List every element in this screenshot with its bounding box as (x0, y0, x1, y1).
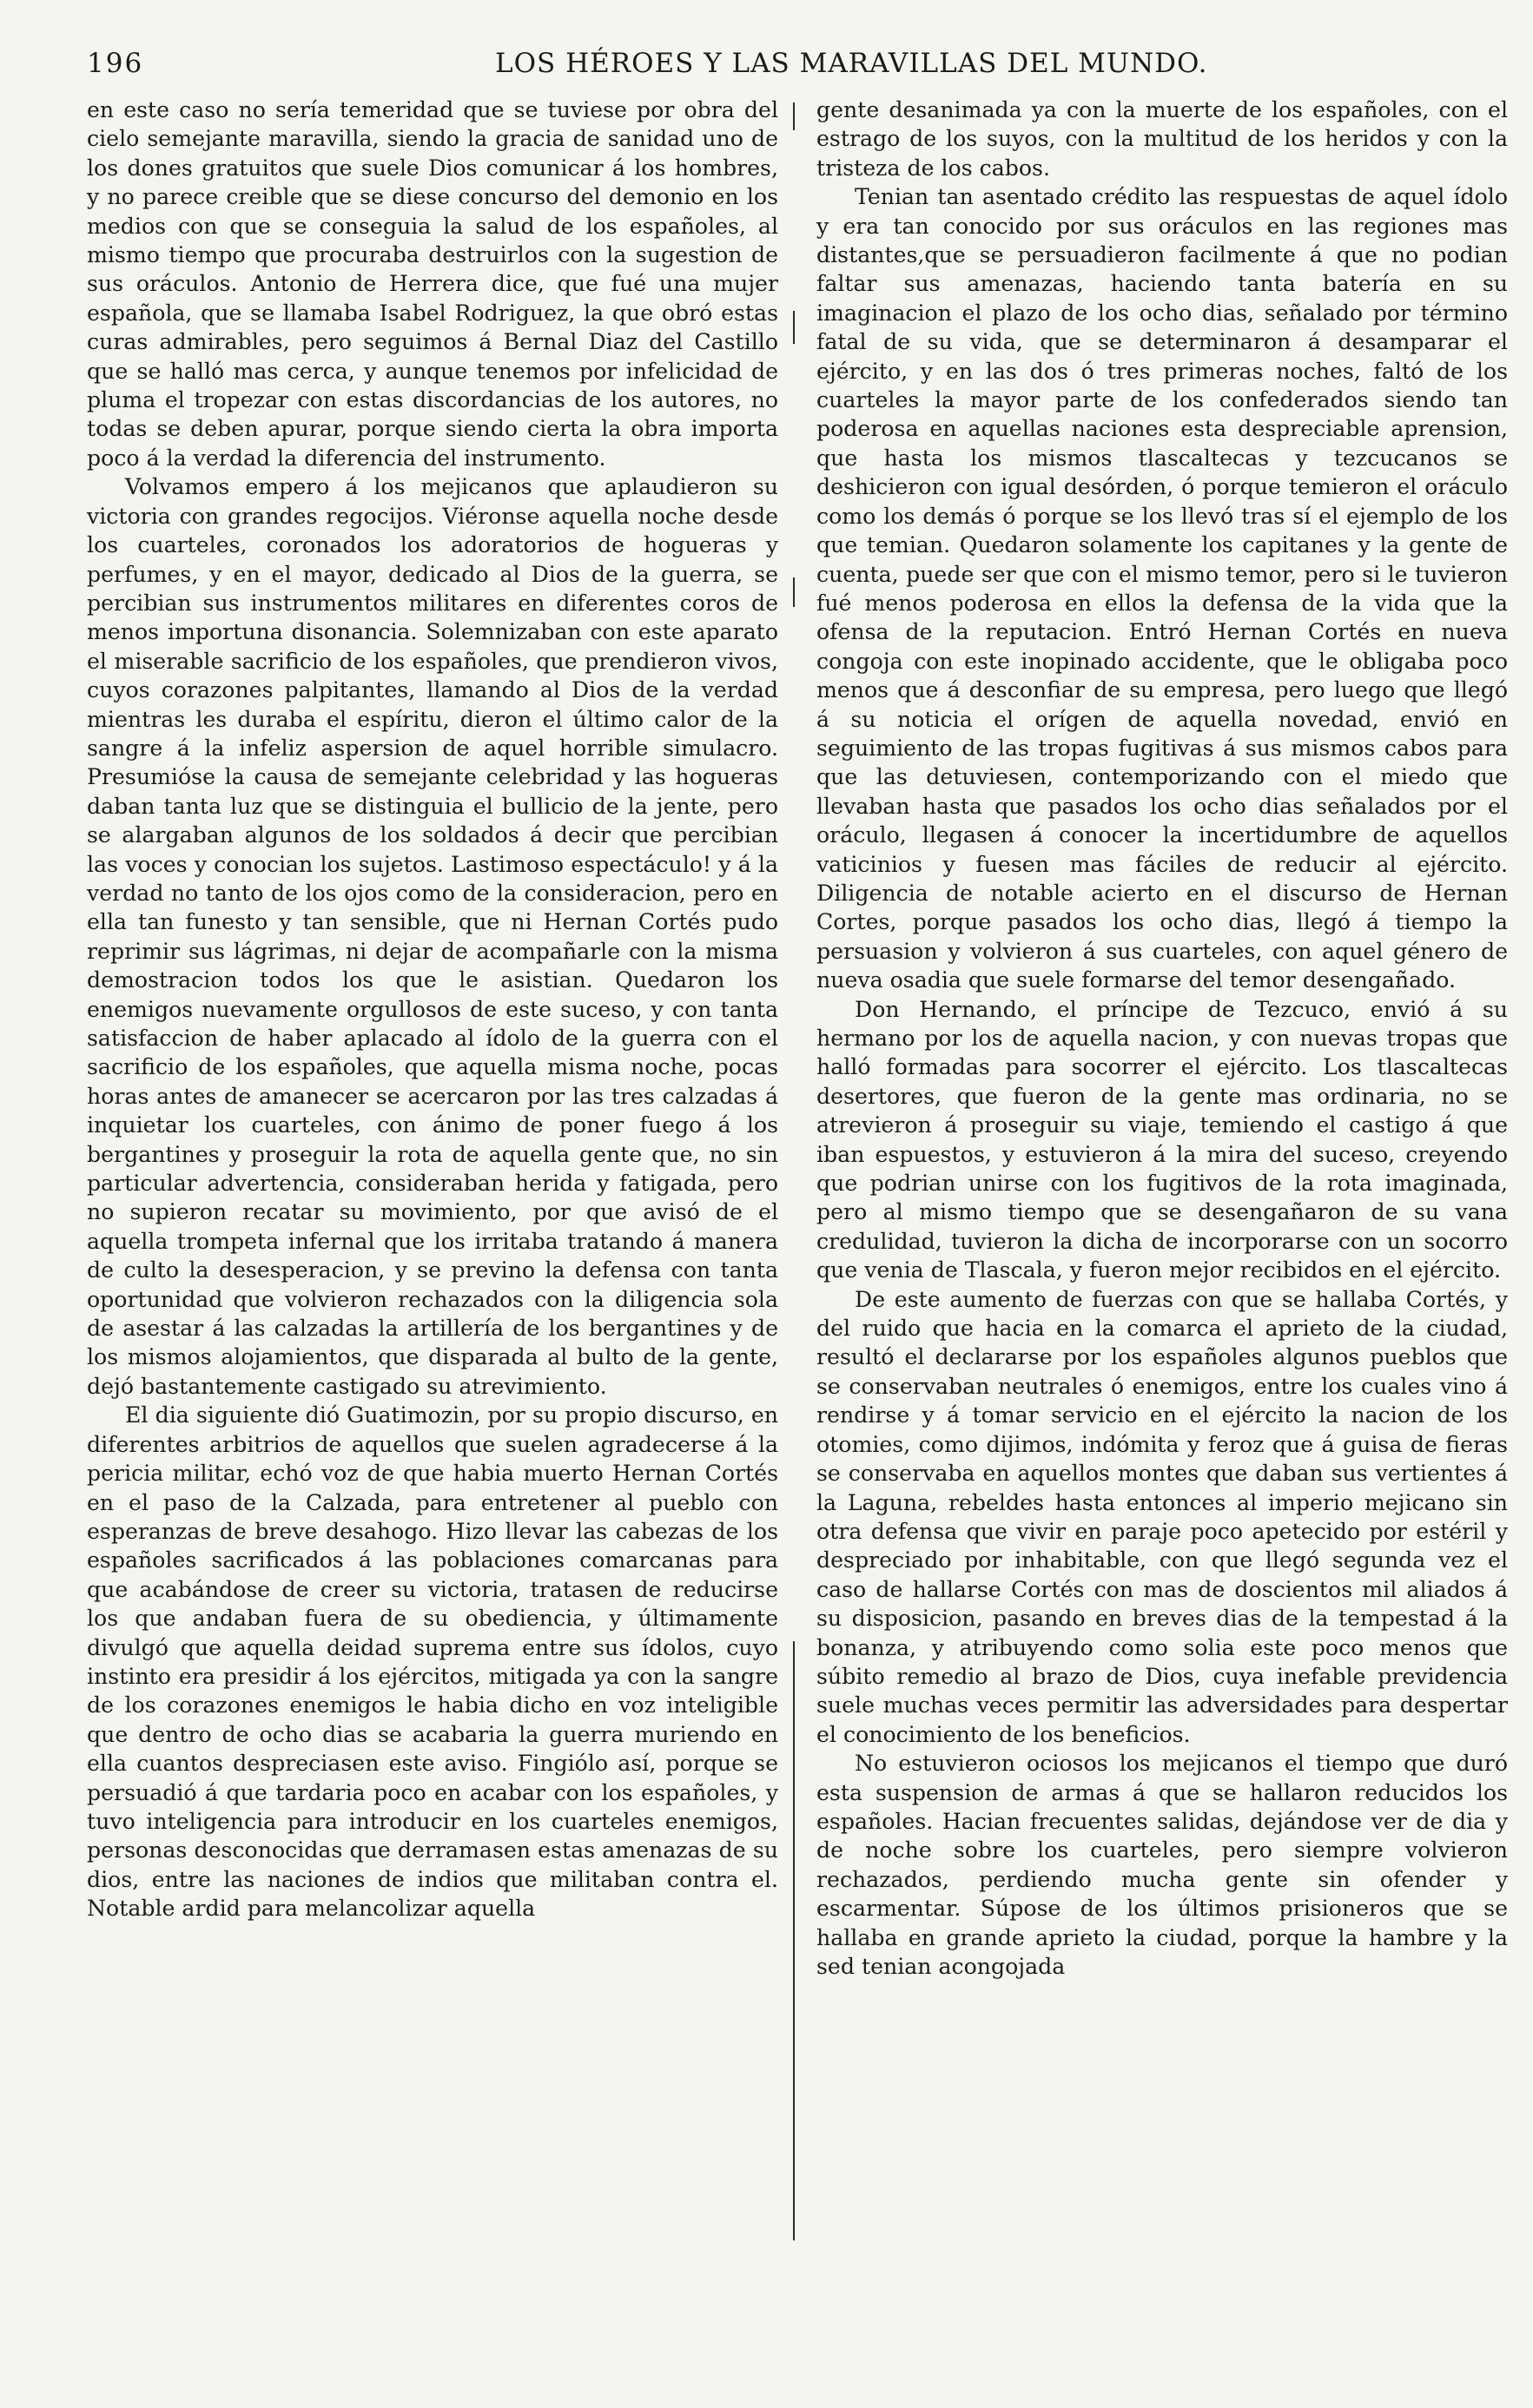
paragraph: De este aumento de fuerzas con que se hallaba Cortés, y del ruido que hacia en la comarca el aprieto de la ciudad, resultó el declararse por los españoles algunos pueblos que se conservaban neutrales ó enemigos, entre los cuales vino á rendirse y á tomar servicio en el ejército la nacion de los otomies, como dijimos, indómita y feroz que á guisa de fieras se conservaba en aquellos montes que daban sus vertientes á la Laguna, rebeldes hasta entonces al imperio mejicano sin otra defensa que vivir en paraje poco apetecido por estéril y despreciado por inhabitable, con que llegó segunda vez el caso de hallarse Cortés con mas de doscientos mil aliados á su disposicion, pasando en breves dias de la tempestad á la bonanza, y atribuyendo como solia este poco menos que súbito remedio al brazo de Dios, cuya inefable previdencia suele muchas veces permitir las adversidades para despertar el conocimiento de los beneficios. (816, 1286, 1508, 1747)
right-column (816, 96, 1508, 1981)
page-header (87, 48, 1490, 82)
paragraph: Volvamos empero á los mejicanos que aplaudieron su victoria con grandes regocijos. Viéronse aquella noche desde los cuarteles, coronados los adoratorios de hogueras y perfumes, y en el mayor, dedicado al Dios de la guerra, se percibian sus instrumentos militares en diferentes coros de menos importuna disonancia. Solemnizaban con este aparato el miserable sacrificio de los españoles, que prendieron vivos, cuyos corazones palpitantes, llamando al Dios de la verdad mientras les duraba el espíritu, dieron el último calor de la sangre á la infeliz aspersion de aquel horrible simulacro. Presumióse la causa de semejante celebridad y las hogueras daban tanta luz que se distinguia el bullicio de la jente, pero se alargaban algunos de los soldados á decir que percibian las voces y conocian los sujetos. Lastimoso espectáculo! y á la verdad no tanto de los ojos como de la consideracion, pero en ella tan funesto y tan sensible, que ni Hernan Cortés pudo reprimir sus lágrimas, ni dejar de acompañarle con la misma demostracion todos los que le asistian. Quedaron los enemigos nuevamente orgullosos de este suceso, y con tanta satisfaccion de haber aplacado al ídolo de la guerra con el sacrificio de los españoles, que aquella misma noche, pocas horas antes de amanecer se acercaron por las tres calzadas á inquietar los cuarteles, con ánimo de poner fuego á los bergantines y proseguir la rota de aquella gente que, no sin particular advertencia, consideraban herida y fatigada, pero no supieron recatar su movimiento, por que avisó de el aquella trompeta infernal que los irritaba tratando á manera de culto la desesperacion, y se previno la defensa con tanta oportunidad que volvieron rechazados con la diligencia sola de asestar á las calzadas la artillería de los bergantines y de los mismos alojamientos, que disparada al bulto de la gente, dejó bastantemente castigado su atrevimiento. (87, 474, 778, 1399)
paragraph: No estuvieron ociosos los mejicanos el tiempo que duró esta suspension de armas á que se hallaron reducidos los españoles. Hacian frecuentes salidas, dejándose ver de dia y de noche sobre los cuarteles, pero siempre volvieron rechazados, perdiendo mucha gente sin ofender y escarmentar. Súpose de los últimos prisioneros que se hallaba en grande aprieto la ciudad, porque la hambre y la sed tenian acongojada (816, 1751, 1508, 1979)
left-column (87, 96, 778, 1923)
paragraph: Don Hernando, el príncipe de Tezcuco, envió á su hermano por los de aquella nacion, y con nuevas tropas que halló formadas para socorrer el ejército. Los tlascaltecas desertores, que fueron de la gente mas ordinaria, no se atrevieron á proseguir su viaje, temiendo el castigo á que iban espuestos, y estuvieron á la mira del suceso, creyendo que podrian unirse con los fugitivos de la rota imaginada, pero al mismo tiempo que se desengañaron de su vana credulidad, tuvieron la dicha de incorporarse con un socorro que venia de Tlascala, y fueron mejor recibidos en el ejército. (816, 996, 1508, 1283)
paragraph: Tenian tan asentado crédito las respuestas de aquel ídolo y era tan conocido por sus oráculos en las regiones mas distantes,que se persuadieron facilmente á que no podian faltar sus amenazas, haciendo tanta batería en su imaginacion el plazo de los ocho dias, señalado por término fatal de su vida, que se determinaron á desamparar el ejército, y en las dos ó tres primeras noches, faltó de los cuarteles la mayor parte de los confederados siendo tan poderosa en aquellas naciones esta despreciable aprension, que hasta los mismos tlascaltecas y tezcucanos se deshicieron con igual desórden, ó porque temieron el oráculo como los demás ó porque se los llevó tras sí el ejemplo de los que temian. Quedaron solamente los capitanes y la gente de cuenta, puede ser que con el mismo temor, pero si le tuvieron fué menos poderosa en ellos la defensa de la vida que la ofensa de la reputacion. Entró Hernan Cortés en nueva congoja con este inopinado accidente, que le obligaba poco menos que á desconfiar de su empresa, pero luego que llegó á su noticia el orígen de aquella novedad, envió en seguimiento de las tropas fugitivas á sus mismos cabos para que las detuviesen, contemporizando con el miedo que llevaban hasta que pasados los ocho dias señalados por el oráculo, llegasen á conocer la incertidumbre de aquellos vaticinios y fuesen mas fáciles de reducir al ejército. Diligencia de notable acierto en el discurso de Hernan Cortes, porque pasados los ocho dias, llegó á tiempo la persuasion y volvieron á sus cuarteles, con aquel género de nueva osadia que suele formarse del temor desengañado. (816, 184, 1508, 993)
column-rule (793, 311, 795, 344)
column-rule (793, 102, 795, 130)
paragraph: en este caso no sería temeridad que se tuviese por obra del cielo semejante maravilla, siendo la gracia de sanidad uno de los dones gratuitos que suele Dios comunicar á los hombres, y no parece creible que se diese concurso del demonio en los medios con que se conseguia la salud de los españoles, al mismo tiempo que procuraba destruirlos con la sugestion de sus oráculos. Antonio de Herrera dice, que fué una mujer española, que se llamaba Isabel Rodriguez, la que obró estas curas admirables, pero seguimos á Bernal Diaz del Castillo que se halló mas cerca, y aunque tenemos por infelicidad de pluma el tropezar con estas discordancias de los autores, no todas se deben apurar, porque siendo cierta la obra importa poco á la verdad la diferencia del instrumento. (87, 97, 778, 471)
column-rule (793, 1641, 795, 2240)
page-number: 196 (87, 48, 144, 79)
running-title: LOS HÉROES Y LAS MARAVILLAS DEL MUNDO. (495, 48, 1208, 79)
paragraph: gente desanimada ya con la muerte de los españoles, con el estrago de los suyos, con la multitud de los heridos y con la tristeza de los cabos. (816, 97, 1508, 181)
paragraph: El dia siguiente dió Guatimozin, por su propio discurso, en diferentes arbitrios de aquellos que suelen agradecerse á la pericia militar, echó voz de que habia muerto Hernan Cortés en el paso de la Calzada, para entretener al pueblo con esperanzas de breve desahogo. Hizo llevar las cabezas de los españoles sacrificados á las poblaciones comarcanas para que acabándose de creer su victoria, tratasen de reducirse los que andaban fuera de su obediencia, y últimamente divulgó que aquella deidad suprema entre sus ídolos, cuyo instinto era presidir á los ejércitos, mitigada ya con la sangre de los corazones enemigos le habia dicho en voz inteligible que dentro de ocho dias se acabaria la guerra muriendo en ella cuantos despreciasen este aviso. Fingiólo así, porque se persuadió á que tardaria poco en acabar con los españoles, y tuvo inteligencia para introducir en los cuarteles enemigos, personas desconocidas que derramasen estas amenazas de su dios, entre las naciones de indios que militaban contra el. Notable ardid para melancolizar aquella (87, 1402, 778, 1922)
column-rule (793, 577, 795, 607)
